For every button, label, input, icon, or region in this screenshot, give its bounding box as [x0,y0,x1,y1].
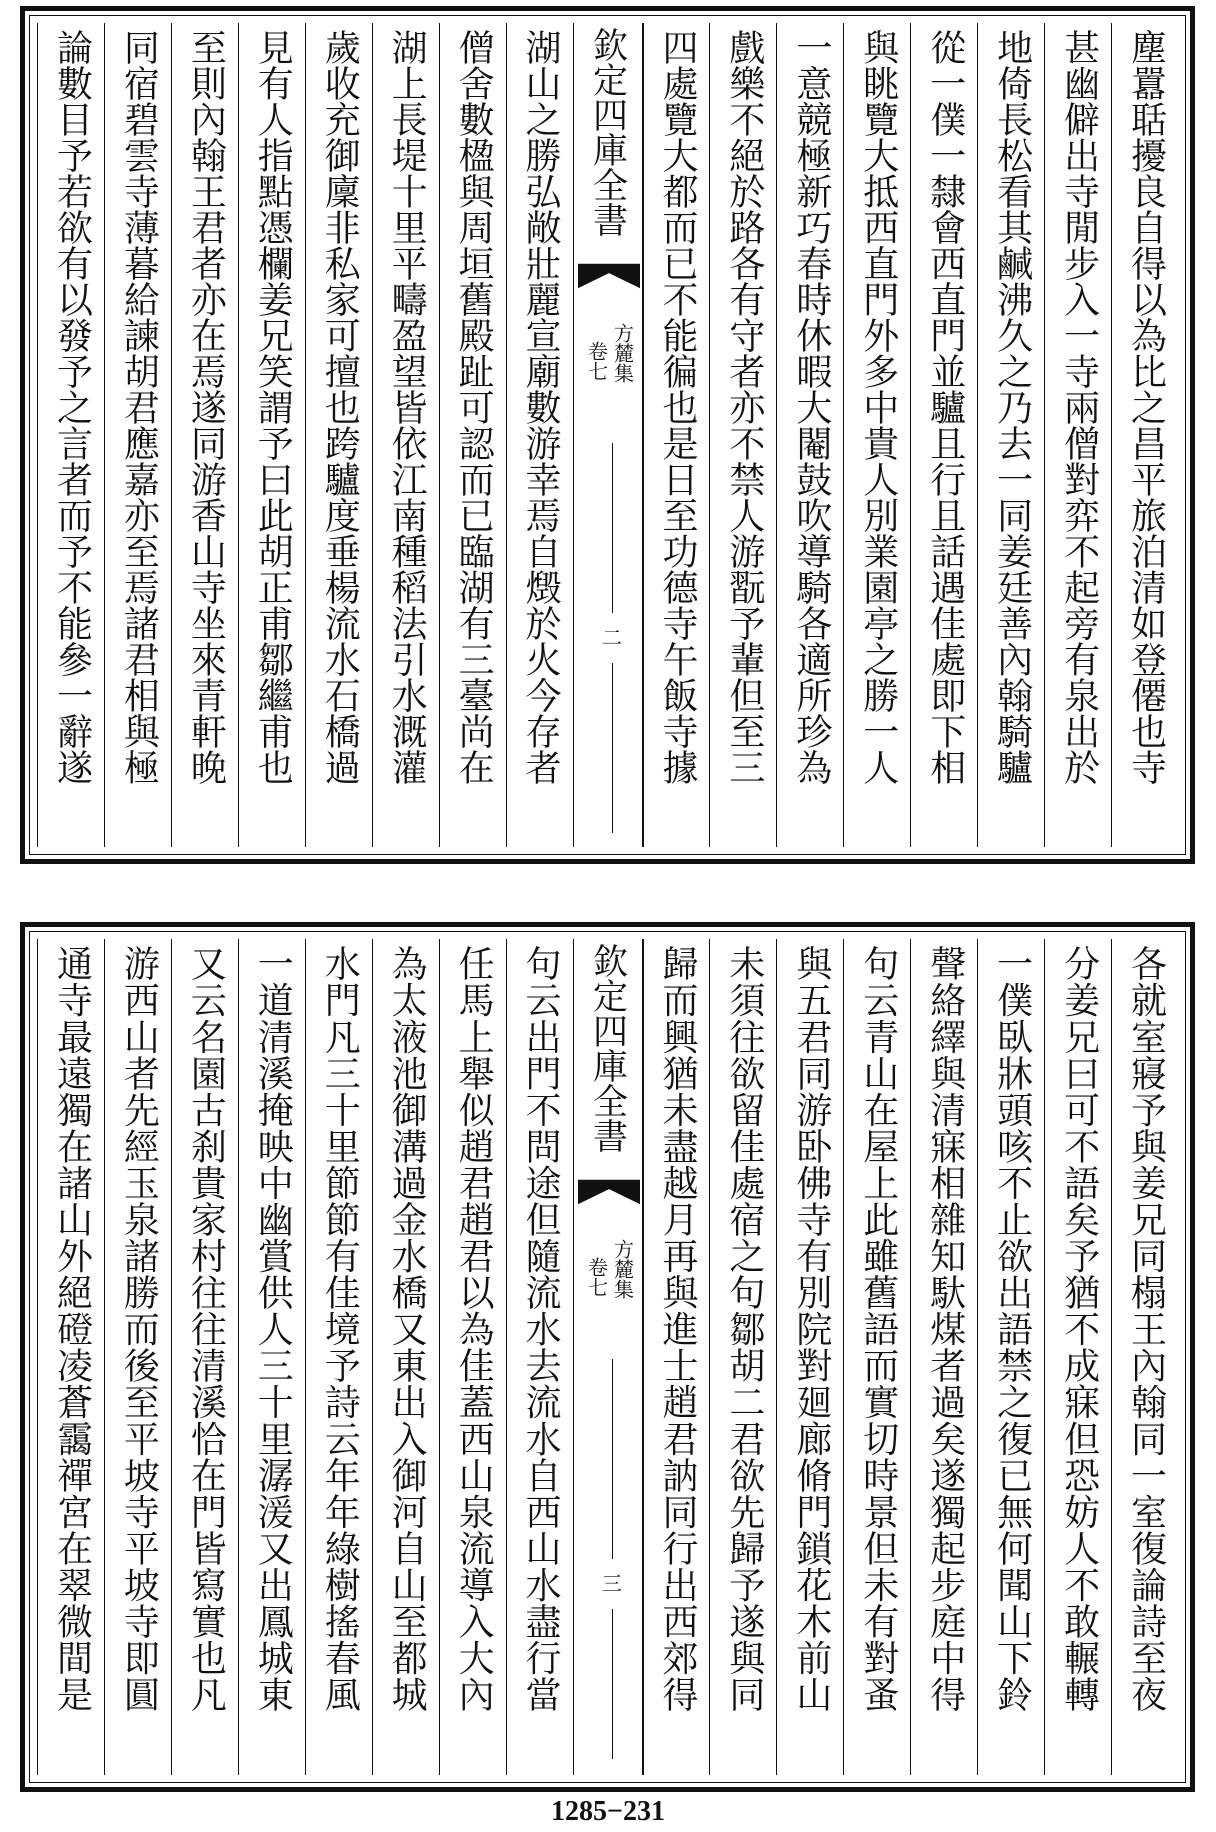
text-column [977,23,1044,847]
column-text: 四處覽大都而已不能徧也是日至功德寺午飯寺據 [656,29,698,785]
column-text: 與五君同游卧佛寺有別院對廻廊脩門鎖花木前山 [790,945,832,1713]
text-column [104,939,171,1775]
text-column [910,939,977,1775]
text-column [439,939,506,1775]
page-leaf-bottom [20,922,1195,1792]
column-text: 各就室寢予與姜兄同榻王內翰同一室復論詩至夜 [1125,945,1167,1713]
text-column [171,939,238,1775]
text-column [843,23,910,847]
column-text: 從一僕一隸會西直門並驢且行且話遇佳處即下相 [924,29,966,785]
text-column [709,939,776,1775]
text-column [37,939,104,1775]
column-text: 為太液池御溝過金水橋又東出入御河自山至都城 [386,945,428,1713]
fold-rule [612,663,613,833]
fold-book-title: 方麓集 [610,1239,635,1299]
column-text: 一意競極新巧春時休暇大閹鼓吹導騎各適所珍為 [790,29,832,785]
fold-leaf-number: 三 [598,1573,623,1593]
page-number: 1285−231 [551,1796,665,1827]
text-column [776,939,843,1775]
column-text: 通寺最遠獨在諸山外絕磴凌蒼靄禪宮在翠微間是 [51,945,93,1713]
text-column [709,23,776,847]
column-text: 分姜兄曰可不語矣予猶不成寐但恐妨人不敢輾轉 [1058,945,1100,1713]
column-text: 游西山者先經玉泉諸勝而後至平坡寺平坡寺即圓 [118,945,160,1713]
text-column [305,23,372,847]
column-text: 水門凡三十里節節有佳境予詩云年年綠樹搖春風 [319,945,361,1713]
text-column [372,939,439,1775]
text-column [1044,939,1111,1775]
fishtail-mark-icon [578,263,640,289]
column-text: 一僕臥牀頭咳不止欲出語禁之復已無何聞山下鈴 [991,945,1033,1713]
text-column [1111,23,1178,847]
column-text: 論數目予若欲有以發予之言者而予不能參一辭遂 [51,29,93,785]
column-text: 湖山之勝弘敞壯麗宣廟數游幸焉自燬於火今存者 [520,29,561,785]
text-column [104,23,171,847]
fishtail-mark-icon [578,1179,640,1205]
column-text: 又云名園古刹貴家村往往清溪恰在門皆寫實也凡 [185,945,227,1713]
fold-column [573,939,643,1775]
column-text: 塵囂聒擾良自得以為比之昌平旅泊清如登僊也寺 [1125,29,1167,785]
text-column [238,23,305,847]
column-text: 僧舍數楹與周垣舊殿趾可認而已臨湖有三臺尚在 [453,29,495,785]
text-column [506,939,573,1775]
column-text: 戲樂不絕於路各有守者亦不禁人游翫予輩但至三 [723,29,765,785]
fold-volume: 卷七 [584,341,609,381]
column-text: 與眺覽大抵西直門外多中貴人別業園亭之勝一人 [857,29,899,785]
fold-column [573,23,643,847]
column-text: 歸而興猶未盡越月再與進士趙君訥同行出西郊得 [656,945,698,1713]
text-column [910,23,977,847]
text-column [643,23,710,847]
fold-rule [612,443,613,613]
fold-leaf-number: 二 [598,627,623,647]
column-text: 句云青山在屋上此雖舊語而實切時景但未有對蚤 [857,945,899,1713]
text-column [1044,23,1111,847]
text-column [1111,939,1178,1775]
column-text: 地倚長松看其鹹沸久之乃去一同姜廷善內翰騎驢 [991,29,1033,785]
text-column [171,23,238,847]
text-column [439,23,506,847]
fold-book-title: 方麓集 [610,323,635,383]
column-text: 至則內翰王君者亦在焉遂同游香山寺坐來青軒晚 [185,29,227,785]
column-text: 湖上長堤十里平疇盈望皆依江南種稻法引水溉灌 [386,29,428,785]
text-column [37,23,104,847]
column-text: 同宿碧雲寺薄暮給諫胡君應嘉亦至焉諸君相與極 [118,29,160,785]
page-leaf-top [20,6,1195,864]
column-text: 甚幽僻出寺閒步入一寺兩僧對弈不起旁有泉出於 [1058,29,1100,785]
text-frame [37,939,1178,1775]
text-column [643,939,710,1775]
text-frame [37,23,1178,847]
column-text: 句云出門不問途但隨流水去流水自西山水盡行當 [520,945,561,1713]
text-column [843,939,910,1775]
fold-rule [612,1359,613,1559]
column-text: 見有人指點憑欄姜兄笑謂予曰此胡正甫鄒繼甫也 [252,29,294,785]
text-column [372,23,439,847]
fold-rule [612,1609,613,1759]
column-text: 一道清溪掩映中幽賞供人三十里潺湲又出鳳城東 [252,945,294,1713]
column-text: 未須往欲留佳處宿之句鄒胡二君欲先歸予遂與同 [723,945,765,1713]
fold-title: 欽定四庫全書 [587,27,628,237]
fold-title: 欽定四庫全書 [587,943,628,1153]
text-column [977,939,1044,1775]
fold-volume: 卷七 [584,1257,609,1297]
text-column [506,23,573,847]
text-column [776,23,843,847]
column-text: 任馬上舉似趙君趙君以為佳蓋西山泉流導入大內 [453,945,495,1713]
text-column [238,939,305,1775]
text-column [305,939,372,1775]
column-text: 歲收充御廩非私家可擅也跨驢度垂楊流水石橋過 [319,29,361,785]
column-text: 聲絡繹與清寐相雜知馱煤者過矣遂獨起步庭中得 [924,945,966,1713]
